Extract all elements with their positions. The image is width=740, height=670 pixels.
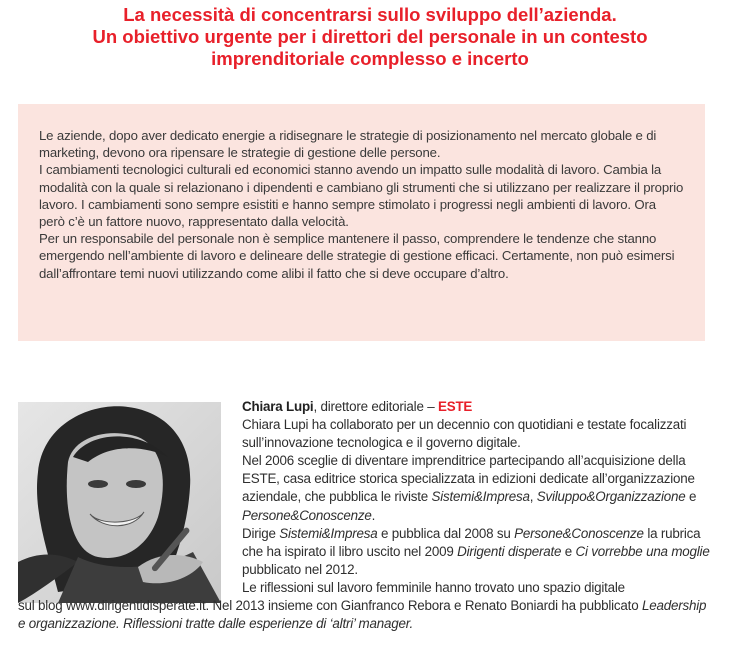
author-role: , direttore editoriale –	[313, 399, 438, 414]
book-ci-vorrebbe-una-moglie: Ci vorrebbe una moglie	[575, 543, 710, 559]
author-bio-tail	[18, 597, 708, 633]
author-portrait-icon	[18, 402, 221, 603]
magazine-sviluppo-organizzazione: Sviluppo&Organizzazione	[536, 489, 686, 505]
magazine-sistemi-impresa: Sistemi&Impresa	[431, 489, 530, 505]
bio3-text-a: Dirige	[242, 525, 280, 541]
bio-paragraph-3	[242, 525, 712, 579]
abstract-paragraph-1: Le aziende, dopo aver dedicato energie a ridisegnare le strategie di posizionamento nel mercato globale e di marketing, devono ora ripensare le strategie di gestione delle persone.	[39, 128, 657, 161]
book-dirigenti-disperate: Dirigenti disperate	[457, 543, 562, 559]
bio2-separator-2: e	[685, 489, 697, 505]
bio3-text-c: la rubrica che ha ispirato il libro uscito nel 2009	[242, 525, 701, 559]
bio-paragraph-2	[242, 452, 712, 524]
magazine-persone-conoscenze-2: Persone&Conoscenze	[514, 525, 644, 541]
author-name: Chiara Lupi	[242, 399, 314, 414]
title-line-3: imprenditoriale complesso e incerto	[211, 48, 529, 69]
bio3-text-d: e	[561, 543, 576, 559]
book-leadership-organizzazione: Leadership e organizzazione. Riflessioni tratte dalle esperienze di ‘altri’ manager.	[18, 598, 707, 632]
bio4-text: sul blog www.dirigentidisperate.it. Nel 2013 insieme con Gianfranco Rebora e Renato Boniardi ha pubblicato	[18, 598, 642, 613]
abstract-paragraph-2: I cambiamenti tecnologici culturali ed economici stanno avendo un impatto sulle modalità di lavoro. Cambia la modalità con la quale si relazionano i dipendenti e cambiano gli strumenti che si utilizzano per realizzare il proprio lavoro. I cambiamenti sono sempre esistiti e hanno sempre stimolato i progressi negli ambienti di lavoro. Ora però c’è un fattore nuovo, rappresentato dalla velocità.	[39, 162, 684, 230]
author-photo	[18, 402, 221, 603]
author-bio	[242, 398, 712, 597]
magazine-sistemi-impresa-2: Sistemi&Impresa	[279, 525, 378, 541]
title-line-1: La necessità di concentrarsi sullo sviluppo dell’azienda.	[123, 4, 617, 25]
bio-paragraph-4-rest	[18, 597, 708, 633]
abstract-box	[18, 104, 705, 341]
article-title	[0, 4, 740, 70]
bio2-end: .	[371, 507, 376, 523]
publisher-brand: ESTE	[437, 399, 473, 414]
abstract-paragraph-3: Per un responsabile del personale non è semplice mantenere il passo, comprendere le tendenze che stanno emergendo nell’ambiente di lavoro e delineare delle strategie di gestione efficaci. Certamente, non può esimersi dall’affrontare temi nuovi utilizzando come alibi il fatto che si deve occupare d’altro.	[39, 231, 675, 281]
bio-paragraph-4-start: Le riflessioni sul lavoro femminile hanno trovato uno spazio digitale	[242, 579, 625, 595]
author-heading	[242, 398, 712, 416]
magazine-persone-conoscenze: Persone&Conoscenze	[242, 507, 372, 523]
bio3-text-b: e pubblica dal 2008 su	[377, 525, 515, 541]
title-line-2: Un obiettivo urgente per i direttori del personale in un contesto	[92, 26, 648, 47]
bio-paragraph-1: Chiara Lupi ha collaborato per un decennio con quotidiani e testate focalizzati sull’innovazione tecnologica e il governo digitale.	[242, 417, 687, 451]
bio2-text: Nel 2006 sceglie di diventare imprenditrice partecipando all’acquisizione della ESTE, casa editrice storica specializzata in edizioni dedicate all’organizzazione aziendale, che pubblica le riviste	[242, 453, 695, 505]
bio3-text-e: pubblicato nel 2012.	[242, 561, 358, 577]
bio2-separator-1: ,	[529, 489, 537, 505]
